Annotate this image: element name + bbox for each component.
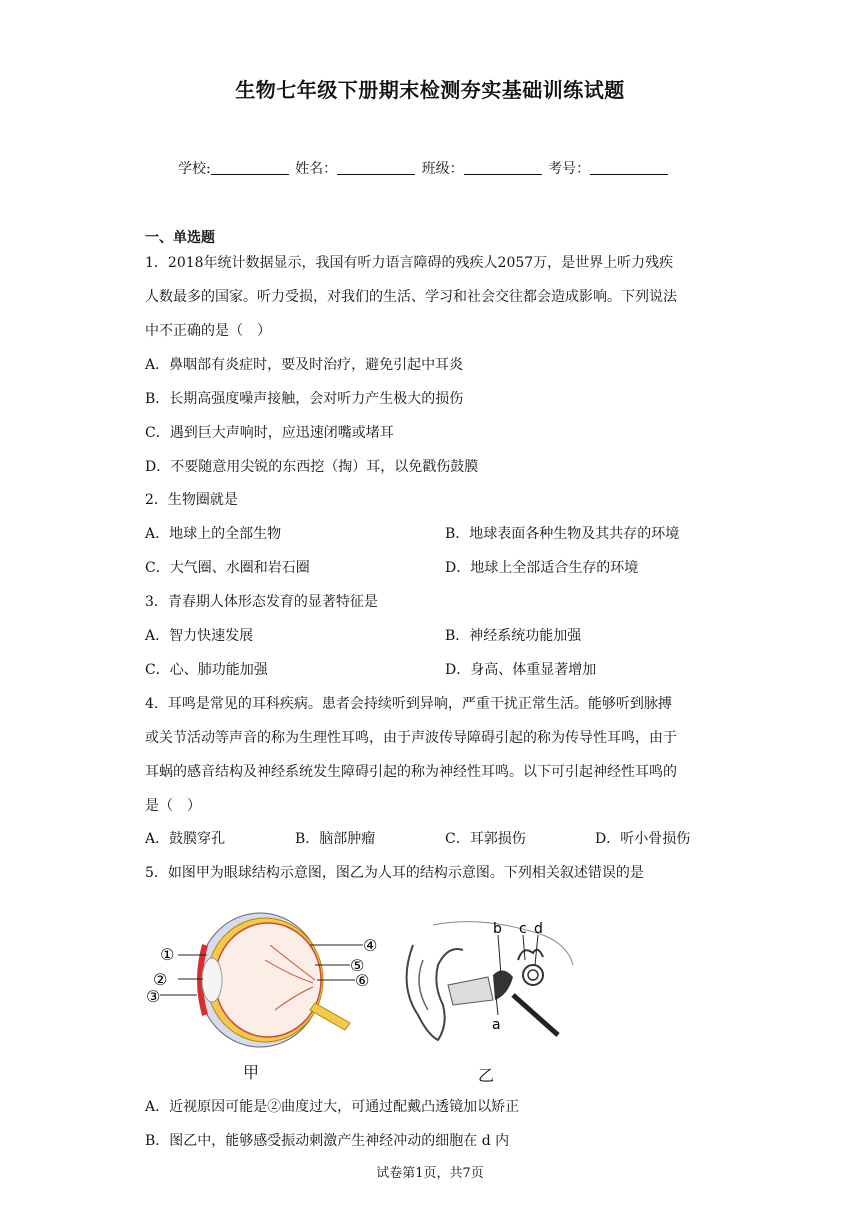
- school-label: 学校:: [178, 161, 211, 177]
- ear-mark-a: a: [492, 1017, 501, 1033]
- q5-option-a: A．近视原因可能是②曲度过大，可通过配戴凸透镜加以矫正: [145, 1099, 520, 1115]
- student-info-row: [178, 158, 670, 178]
- page-title: 生物七年级下册期末检测夯实基础训练试题: [235, 78, 625, 102]
- q4-option-c: C．耳郭损伤: [445, 831, 526, 847]
- q5-figure: [145, 905, 585, 1085]
- q4-stem-line2: 或关节活动等声音的称为生理性耳鸣，由于声波传导障碍引起的称为传导性耳鸣，由于: [145, 730, 677, 746]
- q1-option-c: C．遇到巨大声响时，应迅速闭嘴或堵耳: [145, 425, 394, 441]
- eye-mark-6: ⑥: [355, 971, 370, 990]
- eye-mark-4: ④: [363, 936, 378, 955]
- q4-stem-line1: 4．耳鸣是常见的耳科疾病。患者会持续听到异响，严重干扰正常生活。能够听到脉搏: [145, 696, 672, 712]
- figure-label-yi: 乙: [478, 1066, 495, 1085]
- ear-mark-d: d: [534, 921, 543, 937]
- school-blank: [211, 160, 289, 175]
- q4-option-a: A．鼓膜穿孔: [145, 831, 226, 847]
- q4-stem-line3: 耳蜗的感音结构及神经系统发生障碍引起的称为神经性耳鸣。以下可引起神经性耳鸣的: [145, 764, 677, 780]
- q1-option-a: A．鼻咽部有炎症时，要及时治疗，避免引起中耳炎: [145, 357, 464, 373]
- q4-option-d: D．听小骨损伤: [595, 831, 691, 847]
- q3-option-c: C．心、肺功能加强: [145, 662, 268, 678]
- q2-option-a: A．地球上的全部生物: [145, 526, 282, 542]
- eye-diagram: [145, 905, 385, 1055]
- q1-stem-line3: 中不正确的是（ ）: [145, 323, 271, 339]
- eye-mark-3: ③: [146, 987, 161, 1006]
- q4-stem-line4: 是（ ）: [145, 798, 201, 814]
- ear-mark-c: c: [519, 921, 527, 937]
- q3-stem: 3．青春期人体形态发育的显著特征是: [145, 594, 378, 610]
- q2-option-d: D．地球上全部适合生存的环境: [445, 560, 639, 576]
- class-blank: [464, 160, 542, 175]
- section-heading: 一、单选题: [145, 230, 215, 246]
- figure-label-jia: 甲: [243, 1063, 260, 1082]
- ear-diagram: [393, 905, 583, 1055]
- q3-option-d: D．身高、体重显著增加: [445, 662, 597, 678]
- q1-stem-line1: 1．2018年统计数据显示，我国有听力语言障碍的残疾人2057万，是世界上听力残疾: [145, 255, 674, 271]
- q2-option-c: C．大气圈、水圈和岩石圈: [145, 560, 310, 576]
- q1-option-d: D．不要随意用尖锐的东西挖（掏）耳，以免戳伤鼓膜: [145, 459, 479, 475]
- q3-option-a: A．智力快速发展: [145, 628, 254, 644]
- eye-mark-5: ⑤: [350, 956, 365, 975]
- ear-mark-b: b: [493, 921, 502, 937]
- q2-option-b: B．地球表面各种生物及其共存的环境: [445, 526, 680, 542]
- eye-mark-1: ①: [160, 945, 175, 964]
- name-label: 姓名：: [295, 161, 338, 177]
- class-label: 班级：: [421, 161, 464, 177]
- q5-option-b: B．图乙中，能够感受振动刺激产生神经冲动的细胞在 d 内: [145, 1133, 510, 1149]
- q1-option-b: B．长期高强度噪声接触，会对听力产生极大的损伤: [145, 391, 464, 407]
- q3-option-b: B．神经系统功能加强: [445, 628, 582, 644]
- exam-no-blank: [590, 160, 668, 175]
- q2-stem: 2．生物圈就是: [145, 492, 238, 508]
- exam-no-label: 考号：: [548, 161, 591, 177]
- name-blank: [337, 160, 415, 175]
- page-footer: 试卷第1页，共7页: [376, 1166, 484, 1181]
- q4-option-b: B．脑部肿瘤: [295, 831, 376, 847]
- eye-mark-2: ②: [153, 970, 168, 989]
- q1-stem-line2: 人数最多的国家。听力受损，对我们的生活、学习和社会交往都会造成影响。下列说法: [145, 289, 677, 305]
- q5-stem: 5．如图甲为眼球结构示意图，图乙为人耳的结构示意图。下列相关叙述错误的是: [145, 865, 644, 881]
